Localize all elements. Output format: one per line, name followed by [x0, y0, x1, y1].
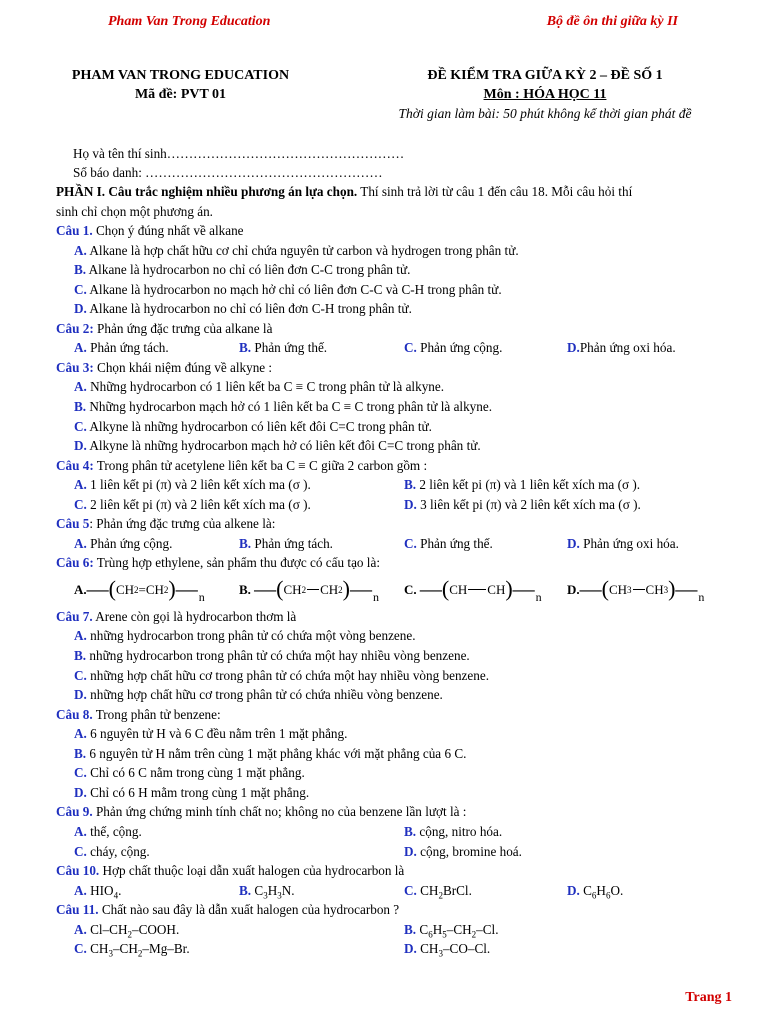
option-text: 6 nguyên tử H và 6 C đều nằm trên 1 mặt phẳng.: [86, 726, 348, 742]
option-label: D.: [567, 340, 580, 356]
question-1: [56, 221, 736, 241]
q4-options-row1: [56, 475, 736, 495]
formula-text: Cl–CH: [86, 921, 128, 937]
question-number: Câu 5: [56, 516, 90, 532]
option-text: Phản ứng thế.: [251, 340, 328, 356]
question-text: Hợp chất thuộc loại dẫn xuất halogen của hydrocarbon là: [99, 863, 405, 879]
student-id-line: Số báo danh: ………………………………………………: [73, 165, 383, 180]
option-text: Alkane là hydrocarbon no chỉ có liên đơn C-H trong phân tử.: [86, 301, 412, 317]
option-label: C.: [404, 340, 417, 356]
question-11: [56, 900, 736, 920]
q4-option-b[interactable]: [404, 475, 640, 495]
option-text: Phản ứng oxi hóa.: [579, 535, 679, 551]
q9-options-row1: [56, 822, 736, 842]
formula-text: CH: [320, 581, 339, 597]
q2-option-a[interactable]: [74, 338, 239, 358]
formula-text: –CH: [112, 941, 138, 957]
formula-text: CH: [487, 581, 506, 597]
bracket-left: —(: [254, 575, 284, 601]
option-label: A.: [74, 726, 87, 742]
formula-text: –CO–Cl.: [442, 941, 491, 957]
subscript: 6: [605, 890, 611, 901]
option-text: những hydrocarbon trong phân tử có chứa một vòng benzene.: [86, 628, 416, 644]
option-label: D.: [74, 784, 87, 800]
exam-content: [56, 182, 736, 959]
formula-text: C: [416, 921, 429, 937]
option-text: Những hydrocarbon có 1 liên kết ba C ≡ C trong phân tử là alkyne.: [86, 379, 445, 395]
formula-text: H: [267, 882, 278, 898]
header-left: Pham Van Trong Education: [108, 14, 271, 29]
bond-line: [307, 589, 319, 590]
option-label: D.: [74, 687, 87, 703]
question-text: Trong phân tử benzene:: [92, 706, 221, 722]
option-text: 3 liên kết pi (π) và 2 liên kết xích ma (σ ).: [416, 496, 641, 512]
option-label: C.: [74, 496, 87, 512]
q2-option-b[interactable]: [239, 338, 404, 358]
q1-option-c[interactable]: [56, 280, 736, 300]
subscript: 2: [338, 584, 343, 595]
repeat-n: n: [372, 590, 379, 605]
option-label: A.: [74, 477, 87, 493]
q4-option-a[interactable]: [74, 475, 404, 495]
option-label: A.: [74, 921, 87, 937]
option-label: C.: [74, 843, 87, 859]
option-text: thế, cộng.: [86, 823, 142, 839]
q4-options-row2: [56, 495, 736, 515]
option-label: C.: [74, 941, 87, 957]
option-text: Phản ứng thế.: [416, 535, 493, 551]
bond-line: [633, 589, 645, 590]
option-label: C.: [74, 281, 87, 297]
option-text: 6 nguyên tử H nằm trên cùng 1 mặt phẳng khác với mặt phẳng của 6 C.: [86, 745, 467, 761]
subscript: 6: [591, 890, 597, 901]
formula-text: N.: [281, 882, 295, 898]
header-right: Bộ đề ôn thi giữa kỳ II: [546, 14, 678, 29]
formula-text: BrCl.: [442, 882, 472, 898]
formula-text: –COOH.: [132, 921, 180, 937]
q8-option-c[interactable]: [56, 763, 736, 783]
q8-option-d[interactable]: [56, 783, 736, 803]
q3-option-c[interactable]: [56, 417, 736, 437]
question-number: Câu 3:: [56, 359, 94, 375]
bracket-left: —(: [419, 575, 450, 601]
q1-option-b[interactable]: [56, 260, 736, 280]
q6-option-b[interactable]: [239, 575, 404, 605]
question-number: Câu 9.: [56, 804, 93, 820]
option-label: A.: [74, 581, 87, 597]
bond-line: [468, 589, 486, 590]
q8-option-b[interactable]: [56, 744, 736, 764]
option-text: Alkyne là những hydrocarbon mạch hở có liên kết đôi C=C trong phân tử.: [86, 438, 481, 454]
part1-desc: Thí sinh trả lời từ câu 1 đến câu 18. Mỗi câu hỏi thí: [357, 184, 633, 199]
student-name-line: Họ và tên thí sinh………………………………………………: [73, 146, 405, 161]
subscript: 3: [438, 948, 443, 959]
part1-title: PHẦN I. Câu trắc nghiệm nhiều phương án lựa chọn.: [56, 184, 358, 199]
q6-option-a[interactable]: [74, 575, 239, 605]
subscript: 2: [163, 584, 169, 595]
formula-text: O.: [610, 882, 624, 898]
bracket-right: )—: [505, 575, 535, 601]
question-text: Trùng hợp ethylene, sản phẩm thu được có cấu tạo là:: [93, 555, 380, 571]
bracket-right: )—: [668, 575, 698, 601]
formula-text: –CH: [446, 921, 472, 937]
option-label: D.: [567, 581, 580, 597]
option-text: cộng, nitro hóa.: [416, 823, 503, 839]
subscript: 2: [301, 584, 307, 595]
repeat-n: n: [535, 590, 542, 605]
option-text: những hydrocarbon trong phân tử có chứa một hay nhiều vòng benzene.: [86, 648, 470, 664]
option-text: Phản ứng tách.: [251, 535, 333, 551]
q10-option-b[interactable]: [239, 881, 404, 901]
question-number: Câu 6:: [56, 555, 94, 571]
question-number: Câu 11.: [56, 902, 99, 918]
formula-text: CH: [449, 581, 468, 597]
question-number: Câu 7.: [56, 608, 93, 624]
option-label: D.: [404, 941, 417, 957]
bracket-right: )—: [168, 575, 198, 601]
option-text: 2 liên kết pi (π) và 2 liên kết xích ma (σ ).: [86, 496, 311, 512]
option-text: Những hydrocarbon mạch hở có 1 liên kết ba C ≡ C trong phân tử là alkyne.: [86, 399, 493, 415]
exam-title: ĐỀ KIỂM TRA GIỮA KỲ 2 – ĐỀ SỐ 1: [427, 68, 663, 83]
formula-text: C: [579, 882, 592, 898]
subscript: 5: [442, 929, 447, 940]
q5-option-c[interactable]: [404, 534, 567, 554]
q3-option-b[interactable]: [56, 397, 736, 417]
question-number: Câu 8.: [56, 706, 93, 722]
formula-text: .: [118, 882, 122, 898]
q3-option-d[interactable]: [56, 436, 736, 456]
option-label: C.: [404, 882, 417, 898]
formula-text: CH: [86, 941, 109, 957]
part1-line1: [56, 182, 736, 202]
q10-option-c[interactable]: [404, 881, 567, 901]
question-6: [56, 553, 736, 573]
q6-option-c[interactable]: [404, 575, 567, 605]
subscript: 3: [663, 584, 669, 595]
bracket-left: —(: [86, 575, 116, 601]
formula-text: CH: [416, 882, 439, 898]
question-2: [56, 319, 736, 339]
q7-option-a[interactable]: [56, 626, 736, 646]
option-text: Phản ứng oxi hóa.: [579, 340, 676, 356]
option-label: B.: [74, 399, 87, 415]
formula-text: CH: [416, 941, 439, 957]
option-label: A.: [74, 535, 87, 551]
formula-text: –Cl.: [476, 921, 499, 937]
q2-options: [56, 338, 736, 358]
formula-text: CH: [115, 581, 135, 597]
option-label: D.: [404, 496, 417, 512]
q9-option-c[interactable]: [74, 842, 404, 862]
q11-options-row2: [56, 939, 736, 959]
q6-options: [56, 573, 736, 607]
question-number: Câu 2:: [56, 320, 94, 336]
part1-line2: sinh chỉ chọn một phương án.: [56, 203, 213, 219]
q11-options-row1: [56, 920, 736, 940]
formula-text: CH: [283, 581, 302, 597]
option-label: B.: [74, 745, 87, 761]
q7-option-c[interactable]: [56, 666, 736, 686]
q9-options-row2: [56, 842, 736, 862]
exam-subject: Môn : HÓA HỌC 11: [483, 87, 607, 102]
repeat-n: n: [198, 590, 205, 605]
q11-option-a[interactable]: [74, 920, 404, 940]
option-text: 1 liên kết pi (π) và 2 liên kết xích ma (σ ).: [86, 477, 311, 493]
question-number: Câu 1.: [56, 223, 93, 239]
q11-option-c[interactable]: [74, 939, 404, 959]
subscript: 2: [137, 948, 143, 959]
option-text: cộng, bromine hoá.: [416, 843, 522, 859]
option-label: B.: [239, 340, 252, 356]
formula-text: CH: [608, 581, 628, 597]
q5-option-b[interactable]: [239, 534, 404, 554]
bracket-right: )—: [342, 575, 372, 601]
option-label: B.: [404, 823, 417, 839]
question-7: [56, 607, 736, 627]
formula-text: CH: [645, 581, 664, 597]
question-text: : Phản ứng đặc trưng của alkene là:: [89, 516, 276, 532]
q10-option-a[interactable]: [74, 881, 239, 901]
q2-option-d[interactable]: [567, 338, 676, 358]
question-4: [56, 456, 736, 476]
option-text: Phản ứng cộng.: [416, 340, 503, 356]
formula-text: =CH: [138, 581, 164, 597]
option-text: Alkane là hydrocarbon no chỉ có liên đơn C-C trong phân tử.: [86, 262, 411, 278]
formula-text: –Mg–Br.: [142, 941, 190, 957]
question-8: [56, 705, 736, 725]
option-label: C.: [404, 535, 417, 551]
option-label: C.: [74, 765, 87, 781]
bracket-left: —(: [579, 575, 609, 601]
question-10: [56, 861, 736, 881]
subscript: 2: [134, 584, 139, 595]
q7-option-b[interactable]: [56, 646, 736, 666]
option-label: D.: [74, 301, 87, 317]
subscript: 6: [428, 929, 433, 940]
option-text: Chỉ có 6 C nằm trong cùng 1 mặt phẳng.: [86, 765, 305, 781]
subscript: 2: [127, 929, 132, 940]
option-text: 2 liên kết pi (π) và 1 liên kết xích ma (σ ).: [416, 477, 641, 493]
option-text: Alkane là hợp chất hữu cơ chỉ chứa nguyên tử carbon và hydrogen trong phân tử.: [86, 242, 519, 258]
q10-options: [56, 881, 736, 901]
option-label: A.: [74, 823, 87, 839]
title-right: [360, 66, 730, 123]
option-label: B.: [239, 882, 252, 898]
option-label: B.: [239, 581, 251, 597]
q11-option-d[interactable]: [404, 939, 490, 959]
option-label: B.: [239, 535, 252, 551]
question-9: [56, 802, 736, 822]
option-text: Alkyne là những hydrocarbon có liên kết đôi C=C trong phân tử.: [86, 418, 432, 434]
question-text: Phản ứng chứng minh tính chất no; không no của benzene lần lượt là :: [92, 804, 467, 820]
option-text: Phản ứng tách.: [86, 340, 169, 356]
q1-option-d[interactable]: [56, 299, 736, 319]
q1-option-a[interactable]: [56, 241, 736, 261]
subscript: 3: [108, 948, 113, 959]
option-label: A.: [74, 882, 87, 898]
option-label: C.: [74, 667, 87, 683]
question-number: Câu 10.: [56, 863, 100, 879]
repeat-n: n: [698, 590, 705, 605]
question-text: Chọn khái niệm đúng về alkyne :: [93, 359, 273, 375]
q5-option-d[interactable]: [567, 534, 679, 554]
question-text: Chọn ý đúng nhất về alkane: [92, 223, 244, 239]
question-text: Phản ứng đặc trưng của alkane là: [93, 320, 273, 336]
q7-option-d[interactable]: [56, 685, 736, 705]
option-label: B.: [74, 262, 87, 278]
q9-option-d[interactable]: [404, 842, 522, 862]
formula-text: H: [432, 921, 443, 937]
formula-text: H: [596, 882, 606, 898]
formula-text: C: [251, 882, 264, 898]
option-label: D.: [567, 535, 580, 551]
option-label: A.: [74, 242, 87, 258]
option-text: Chỉ có 6 H mằm trong cùng 1 mặt phẳng.: [86, 784, 310, 800]
option-label: B.: [74, 648, 87, 664]
subscript: 2: [471, 929, 477, 940]
subscript: 2: [438, 890, 443, 901]
q5-options: [56, 534, 736, 554]
option-text: Alkane là hydrocarbon no mạch hở chỉ có liên đơn C-C và C-H trong phân tử.: [86, 281, 502, 297]
exam-time: Thời gian làm bài: 50 phút không kể thời gian phát đề: [398, 106, 692, 121]
question-5: [56, 514, 736, 534]
exam-code: Mã đề: PVT 01: [134, 87, 227, 102]
subscript: 3: [263, 890, 268, 901]
option-label: C.: [74, 418, 87, 434]
page-header: [0, 14, 768, 34]
formula-text: HIO: [86, 882, 114, 898]
question-text: Arene còn gọi là hydrocarbon thơm là: [92, 608, 297, 624]
question-text: Trong phân tử acetylene liên kết ba C ≡ C giữa 2 carbon gồm :: [93, 457, 428, 473]
q9-option-a[interactable]: [74, 822, 404, 842]
option-text: cháy, cộng.: [86, 843, 150, 859]
q10-option-d[interactable]: [567, 881, 623, 901]
q11-option-b[interactable]: [404, 920, 499, 940]
question-text: Chất nào sau đây là dẫn xuất halogen của hydrocarbon ?: [98, 902, 400, 918]
org-name: PHAM VAN TRONG EDUCATION: [71, 68, 290, 83]
option-text: những hợp chất hữu cơ trong phân tử có chứa nhiều vòng benzene.: [86, 687, 443, 703]
q4-option-d[interactable]: [404, 495, 641, 515]
option-label: D.: [404, 843, 417, 859]
option-label: A.: [74, 379, 87, 395]
option-label: D.: [567, 882, 580, 898]
q5-option-a[interactable]: [74, 534, 239, 554]
option-label: A.: [74, 340, 87, 356]
q3-option-a[interactable]: [56, 377, 736, 397]
q8-option-a[interactable]: [56, 724, 736, 744]
title-left: [58, 66, 303, 104]
subscript: 3: [627, 584, 632, 595]
option-label: C.: [404, 581, 417, 597]
subscript: 3: [277, 890, 282, 901]
option-label: B.: [404, 921, 417, 937]
q2-option-c[interactable]: [404, 338, 567, 358]
option-text: Phản ứng cộng.: [86, 535, 173, 551]
option-label: A.: [74, 628, 87, 644]
subscript: 4: [113, 890, 119, 901]
option-text: những hợp chất hữu cơ trong phân tử có chứa một hay nhiều vòng benzene.: [86, 667, 489, 683]
question-3: [56, 358, 736, 378]
q9-option-b[interactable]: [404, 822, 502, 842]
page-number: Trang 1: [685, 990, 732, 1005]
question-number: Câu 4:: [56, 457, 94, 473]
q4-option-c[interactable]: [74, 495, 404, 515]
option-label: D.: [74, 438, 87, 454]
option-label: B.: [404, 477, 417, 493]
q6-option-d[interactable]: [567, 575, 705, 605]
